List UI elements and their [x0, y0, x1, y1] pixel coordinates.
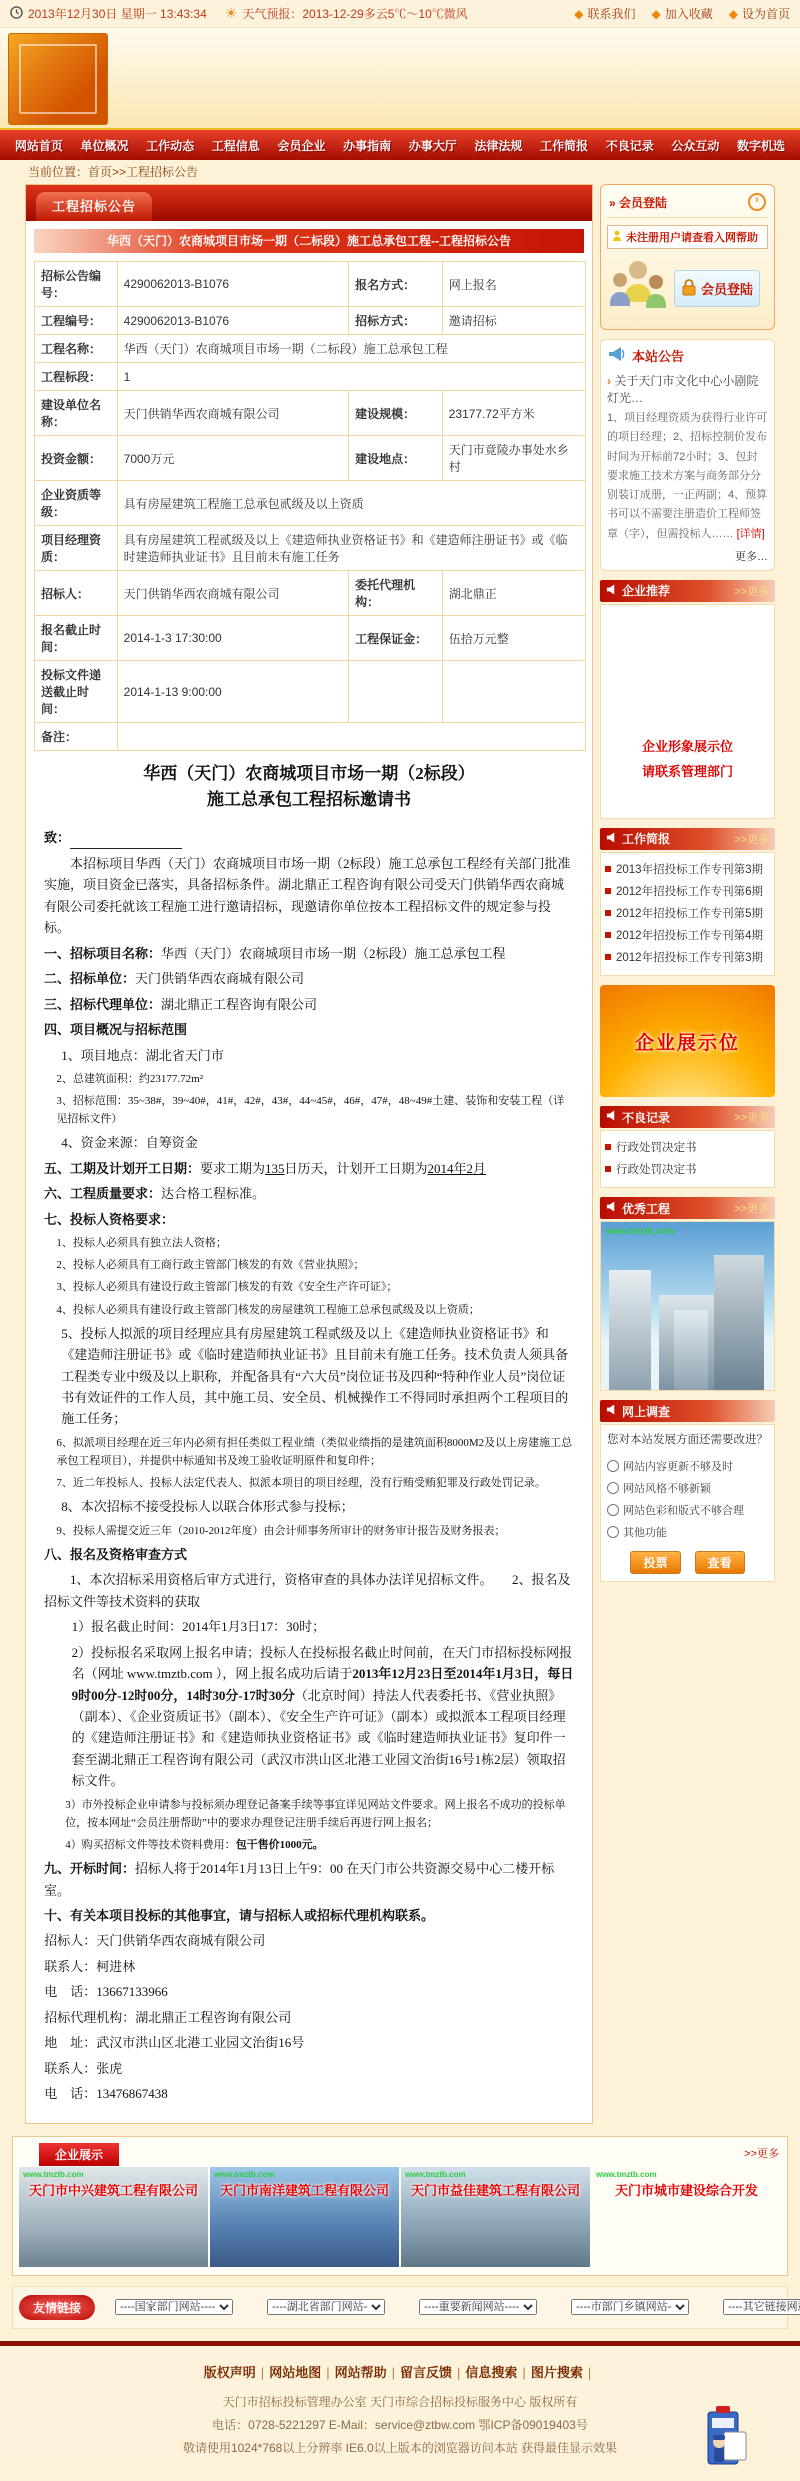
friend-links-selects — [115, 2299, 800, 2315]
person-icon — [612, 230, 622, 245]
nav-item[interactable]: 办事指南 — [343, 138, 392, 153]
doc-line: 施工总承包工程招标邀请书 — [207, 789, 411, 809]
info-table-row — [35, 571, 586, 616]
nav-item[interactable]: 工程信息 — [211, 138, 260, 153]
invitation-document — [26, 755, 592, 2123]
info-value: 网上报名 — [442, 262, 585, 307]
friend-links-dropdown[interactable] — [115, 2299, 233, 2315]
topbar-link-icon: ◆ — [574, 6, 584, 21]
top-utility-bar — [0, 0, 800, 28]
info-label: 招标人： — [35, 571, 118, 616]
survey-title: 网上调查 — [622, 1404, 671, 1419]
doc-line: 七、投标人资格要求： — [44, 1211, 175, 1227]
browser-note-line: 敬请使用1024*768以上分辨率 IE6.0以上版本的浏览器访问本站 获得最佳显示效果 — [182, 2441, 618, 2456]
police-mascot-icon[interactable] — [694, 2404, 752, 2479]
bad-records-title: 不良记录 — [622, 1110, 671, 1125]
separator: | — [326, 2364, 330, 2380]
footer-links — [0, 2362, 800, 2381]
doc-line: 二、招标单位：天门供销华西农商城有限公司 — [44, 971, 305, 987]
doc-line: 十、有关本项目投标的其他事宜，请与招标人或招标代理机构联系。 — [44, 1908, 435, 1923]
friend-links-dropdown[interactable] — [419, 2299, 537, 2315]
footer-link[interactable]: 网站地图 — [269, 2364, 322, 2380]
showcase-banners — [19, 2167, 781, 2267]
info-table-row — [35, 363, 586, 391]
info-label: 备注： — [35, 723, 118, 751]
topbar-link-icon: ◆ — [728, 6, 738, 21]
doc-line: 电 话：13667133966 — [44, 1984, 168, 2000]
briefs-title: 工作简报 — [622, 832, 671, 847]
info-table-row — [35, 436, 586, 481]
info-label: 招标方式： — [349, 307, 443, 335]
doc-line: 2）投标报名采取网上报名申请；投标人在投标报名截止时间前，在天门市招标投标网报名（网址 www.tmztb.com ），网上报名成功后请于2013年12月23日至2014年1月3日，每日9时00分-12时00分，14时30分-17时30分（北京时间）持法人代表委托书、《营业执照》（副本）、《企业资质证书》（副本）、《安全生产许可证》（副本）或拟派本工程项目经理的《建造师注册证书》和《建造师执业资格证书》或《临时建造师执业证书》复印件一套至湖北鼎正工程咨询有限公司（武汉市洪山区北港工业园文治街16号1栋2层）领取招标文件。 — [71, 1644, 574, 1789]
info-table-row — [35, 661, 586, 723]
doc-line: 4、资金来源：自筹资金 — [61, 1135, 198, 1151]
info-value: 邀请招标 — [442, 307, 585, 335]
enterprise-display-text: 企业展示位 — [634, 1032, 740, 1054]
friend-links-dropdown[interactable] — [267, 2299, 385, 2315]
info-value: 华西（天门）农商城项目市场一期（二标段）施工总承包工程 — [117, 335, 585, 363]
site-notice-title: 本站公告 — [632, 349, 685, 364]
survey-radio[interactable] — [607, 1504, 619, 1516]
contact-line: 电话：0728-5221297 E-Mail：service@ztbw.com 鄂ICP备09019403号 — [212, 2417, 588, 2432]
info-value: 7000万元 — [117, 436, 348, 481]
page-footer — [0, 2346, 800, 2481]
sun-icon: ☀ — [224, 5, 238, 21]
doc-line: 电 话：13476867438 — [44, 2086, 168, 2102]
lock-icon — [681, 278, 697, 299]
info-label: 项目经理资质： — [35, 526, 118, 571]
info-table-row — [35, 335, 586, 363]
site-notice-panel — [600, 339, 775, 571]
speaker-icon — [606, 584, 617, 598]
survey-radio[interactable] — [607, 1526, 619, 1538]
speaker-icon — [606, 1110, 617, 1124]
company-name: 天门市中兴建筑工程有限公司 — [28, 2182, 198, 2198]
nav-item[interactable]: 公众互动 — [671, 138, 720, 153]
square-bullet-icon — [605, 888, 611, 894]
nav-item[interactable]: 单位概况 — [80, 138, 129, 153]
excellent-title: 优秀工程 — [622, 1201, 671, 1216]
building-shape — [609, 1270, 651, 1390]
company-name: 天门市益佳建筑工程有限公司 — [410, 2182, 580, 2198]
notice-more-link[interactable]: 更多… — [735, 550, 768, 563]
doc-line: 联系人：张虎 — [44, 2060, 123, 2076]
survey-option[interactable]: 网站色彩和版式不够合理 — [607, 1499, 768, 1521]
panel-header-strip — [26, 185, 592, 221]
notice-detail-link[interactable]: [详情] — [736, 527, 765, 540]
copyright-line: 天门市招标投标管理办公室 天门市综合招标投标服务中心 版权所有 — [222, 2394, 578, 2409]
survey-section — [600, 1400, 775, 1581]
briefs-list — [600, 852, 775, 976]
doc-line: 一、招标项目名称：华西（天门）农商城项目市场一期（2标段）施工总承包工程 — [44, 945, 506, 961]
bad-records-more-link[interactable]: >>更多 — [734, 1112, 769, 1125]
doc-line: 1）报名截止时间：2014年1月3日17：30时； — [71, 1619, 326, 1635]
site-banner — [0, 28, 800, 128]
info-table-row — [35, 723, 586, 751]
doc-line: 3、投标人必须具有建设行政主管部门核发的有效《安全生产许可证》； — [56, 1281, 398, 1294]
square-bullet-icon — [605, 932, 611, 938]
briefs-more-link[interactable]: >>更多 — [734, 833, 769, 846]
register-help-button[interactable]: 未注册用户请查看入网帮助 — [607, 225, 768, 249]
info-label: 工程编号： — [35, 307, 118, 335]
topbar-link-icon: ◆ — [651, 6, 661, 21]
excellent-projects-section — [600, 1197, 775, 1391]
banner-watermark: www.tmztb.com — [596, 2169, 657, 2179]
doc-line: 地 址：武汉市洪山区北港工业园文治街16号 — [44, 2035, 305, 2051]
info-value: 4290062013-B1076 — [117, 307, 348, 335]
info-value: 4290062013-B1076 — [117, 262, 348, 307]
friend-links-bar — [12, 2286, 788, 2329]
doc-line: 招标人：天门供销华西农商城有限公司 — [44, 1933, 266, 1949]
doc-line: 8、本次招标不接受投标人以联合体形式参与投标； — [61, 1499, 354, 1515]
main-nav — [0, 128, 800, 160]
weather — [225, 5, 468, 22]
doc-line: 八、报名及资格审查方式 — [44, 1546, 188, 1562]
survey-question: 您对本站发展方面还需要改进？ — [607, 1434, 768, 1447]
megaphone-icon — [607, 346, 627, 365]
survey-option[interactable]: 网站风格不够新颖 — [607, 1477, 768, 1499]
footer-link[interactable]: 留言反馈 — [400, 2364, 453, 2380]
doc-line: 2、投标人必须具有工商行政主管部门核发的有效《营业执照》； — [56, 1259, 365, 1272]
footer-link[interactable]: 图片搜索 — [530, 2364, 583, 2380]
square-bullet-icon — [605, 1144, 611, 1150]
showcase-tab[interactable]: 企业展示 — [39, 2143, 119, 2166]
current-date: 2013年12月30日 星期一 13:43:34 — [28, 7, 207, 21]
promo-more-link[interactable]: >>更多 — [734, 585, 769, 598]
member-login-title: » 会员登陆 — [609, 195, 668, 210]
promo-line1: 企业形象展示位 — [641, 738, 733, 754]
photo-watermark: www.tmztb.com — [606, 1226, 675, 1237]
footer-link[interactable]: 信息搜索 — [465, 2364, 518, 2380]
bad-record-item[interactable]: 行政处罚决定书 — [605, 1137, 770, 1159]
info-table-row — [35, 391, 586, 436]
member-login-button[interactable]: 会员登陆 — [674, 270, 760, 307]
view-results-button[interactable]: 查看 — [695, 1551, 745, 1574]
breadcrumb: 当前位置：首页>>工程招标公告 — [28, 165, 199, 179]
doc-line: 3）市外投标企业申请参与投标须办理登记备案手续等事宜详见网站文件要求。网上报名不成功的投标单位，按本网址“会员注册帮助”中的要求办理登记注册手续后再进行网上报名； — [65, 1798, 566, 1829]
doc-line: 五、工期及计划开工日期：要求工期为135日历天，计划开工日期为2014年2月 — [44, 1160, 487, 1176]
separator: | — [587, 2364, 592, 2380]
sidebar — [600, 184, 775, 1582]
info-value: 伍拾万元整 — [442, 616, 585, 661]
promo-placeholder[interactable] — [600, 604, 775, 819]
doc-line: 1、投标人必须具有独立法人资格； — [56, 1237, 227, 1250]
info-label: 投资金额： — [35, 436, 118, 481]
info-label — [349, 661, 443, 723]
notice-body: 1、项目经理资质为获得行业许可的项目经理；2、招标控制价发布时间为开标前72小时；3、包封要求施工技术方案与商务部分分别装订成册，一正两副；4、预算书可以不需要注册造价工程师签章（字），但需投标人…… [详情] — [607, 412, 768, 540]
speaker-icon — [606, 1404, 617, 1418]
doc-line: 招标代理机构：湖北鼎正工程咨询有限公司 — [44, 2009, 292, 2025]
info-label: 工程名称： — [35, 335, 118, 363]
nav-item[interactable]: 工作简报 — [540, 138, 589, 153]
info-label: 建设地点： — [349, 436, 443, 481]
briefs-item[interactable]: 2012年招投标工作专刊第6期 — [605, 881, 770, 903]
banner-watermark: www.tmztb.com — [23, 2169, 84, 2179]
site-logo — [8, 33, 108, 125]
info-label: 报名截止时间： — [35, 616, 118, 661]
topbar-link[interactable]: ◆ 加入收藏 — [651, 6, 713, 21]
briefs-section — [600, 828, 775, 976]
datetime — [10, 5, 207, 22]
promo-title: 企业推荐 — [622, 584, 671, 599]
info-label: 建设单位名称： — [35, 391, 118, 436]
promo-line2: 请联系管理部门 — [641, 763, 733, 779]
info-label: 委托代理机构： — [349, 571, 443, 616]
nav-item[interactable]: 工作动态 — [146, 138, 195, 153]
nav-item[interactable]: 不良记录 — [605, 138, 654, 153]
speaker-icon — [606, 832, 617, 846]
nav-item[interactable]: 办事大厅 — [408, 138, 457, 153]
info-label: 建设规模： — [349, 391, 443, 436]
notice-headline-link[interactable]: › 关于天门市文化中心小剧院灯光… — [607, 374, 759, 405]
tab-announcement[interactable]: 工程招标公告 — [36, 192, 152, 221]
company-banner[interactable] — [401, 2167, 590, 2267]
doc-line: 1、本次招标采用资格后审方式进行，资格审查的具体办法详见招标文件。 2、报名及招标文件等技术资料的获取 — [44, 1572, 571, 1609]
announcement-title-banner: 华西（天门）农商城项目市场一期（二标段）施工总承包工程--工程招标公告 — [34, 229, 584, 253]
doc-line: 3、招标范围：35~38#，39~40#，41#，42#，43#，44~45#，46#，47#，48~49#土建、装饰和安装工程（详见招标文件） — [56, 1095, 565, 1126]
doc-line: 7、近二年投标人、投标人法定代表人、拟派本项目的项目经理，没有行贿受贿犯罪及行政处罚记录。 — [56, 1477, 546, 1490]
excellent-more-link[interactable]: >>更多 — [734, 1203, 769, 1216]
survey-options — [607, 1455, 768, 1543]
info-label: 企业资质等级： — [35, 481, 118, 526]
showcase-more-link[interactable]: >>更多 — [744, 2147, 779, 2160]
survey-radio[interactable] — [607, 1460, 619, 1472]
company-banner[interactable] — [592, 2167, 781, 2267]
doc-line: 六、工程质量要求：达合格工程标准。 — [44, 1186, 266, 1202]
doc-line: 九、开标时间：招标人将于2014年1月13日上午9：00 在天门市公共资源交易中心二楼开标室。 — [44, 1861, 555, 1898]
company-name: 天门市南洋建筑工程有限公司 — [219, 2182, 389, 2198]
info-value: 2014-1-3 17:30:00 — [117, 616, 348, 661]
doc-line: 2、总建筑面积：约23177.72m² — [56, 1072, 203, 1085]
enterprise-display-banner[interactable] — [600, 985, 775, 1097]
info-table-row — [35, 262, 586, 307]
friend-links-dropdown[interactable] — [723, 2299, 800, 2315]
doc-line: 联系人：柯进林 — [44, 1958, 136, 1974]
separator: | — [260, 2364, 265, 2380]
weather-text: 天气预报：2013-12-29多云5℃～10℃微风 — [242, 7, 468, 21]
member-login-panel — [600, 184, 775, 330]
square-bullet-icon — [605, 910, 611, 916]
doc-line: 本招标项目华西（天门）农商城项目市场一期（2标段）施工总承包工程经有关部门批准实施，项目资金已落实，具备招标条件。湖北鼎正工程咨询有限公司受天门供销华西农商城有限公司委托就该工程施工进行邀请招标，现邀请你单位按本工程招标文件的规定参与投标。 — [44, 856, 571, 936]
footer-link[interactable]: 网站帮助 — [334, 2364, 387, 2380]
info-label: 投标文件递送截止时间： — [35, 661, 118, 723]
doc-line: 1、项目地点：湖北省天门市 — [61, 1047, 224, 1063]
content-area — [0, 184, 800, 2124]
clock-icon — [10, 6, 23, 22]
doc-line: 致： — [30, 825, 588, 851]
company-banner[interactable] — [210, 2167, 399, 2267]
nav-item[interactable]: 会员企业 — [277, 138, 326, 153]
info-value: 天门供销华西农商城有限公司 — [117, 391, 348, 436]
chevron-right-circle-icon[interactable]: › — [748, 193, 766, 211]
survey-option[interactable]: 网站内容更新不够及时 — [607, 1455, 768, 1477]
info-label: 招标公告编号： — [35, 262, 118, 307]
info-value: 2014-1-13 9:00:00 — [117, 661, 348, 723]
doc-line: 6、拟派项目经理在近三年内必须有担任类似工程业绩（类似业绩指的是建筑面积8000M2及以上房建施工总承包工程项目），并提供中标通知书及竣工验收证明原件和复印件； — [56, 1436, 573, 1468]
briefs-item[interactable]: 2013年招投标工作专刊第3期 — [605, 859, 770, 881]
friend-links-label: 友情链接 — [19, 2295, 95, 2320]
info-label: 报名方式： — [349, 262, 443, 307]
main-panel — [25, 184, 593, 2124]
building-shape — [674, 1310, 708, 1390]
friend-links-dropdown[interactable] — [571, 2299, 689, 2315]
info-value: 湖北鼎正 — [442, 571, 585, 616]
company-name: 天门市城市建设综合开发 — [614, 2182, 758, 2198]
info-value — [117, 723, 585, 751]
doc-line: 四、项目概况与招标范围 — [44, 1022, 188, 1038]
doc-line: 4、投标人必须具有建设行政主管部门核发的房屋建筑工程施工总承包贰级及以上资质； — [56, 1303, 480, 1316]
speaker-icon — [606, 1201, 617, 1215]
info-value: 1 — [117, 363, 585, 391]
topbar-link[interactable]: ◆ 设为首页 — [728, 6, 790, 21]
square-bullet-icon — [605, 954, 611, 960]
bad-records-section — [600, 1106, 775, 1188]
doc-line: 三、招标代理单位：湖北鼎正工程咨询有限公司 — [44, 996, 318, 1012]
arrow-bullet-icon: › — [607, 374, 611, 388]
separator: | — [457, 2364, 461, 2380]
info-label: 工程保证金： — [349, 616, 443, 661]
info-value: 天门供销华西农商城有限公司 — [117, 571, 348, 616]
bad-record-item[interactable]: 行政处罚决定书 — [605, 1159, 770, 1181]
info-value: 天门市竟陵办事处水乡村 — [442, 436, 585, 481]
briefs-item[interactable]: 2012年招投标工作专刊第3期 — [605, 947, 770, 969]
doc-line: 华西（天门）农商城项目市场一期（2标段） — [143, 764, 475, 783]
banner-watermark: www.tmztb.com — [405, 2169, 466, 2179]
square-bullet-icon — [605, 866, 611, 872]
building-shape — [714, 1255, 764, 1390]
square-bullet-icon — [605, 1166, 611, 1172]
survey-option[interactable]: 其他功能 — [607, 1521, 768, 1543]
doc-line: 5、投标人拟派的项目经理应具有房屋建筑工程贰级及以上《建造师执业资格证书》和《建造师注册证书》或《临时建造师执业证书》且目前未有施工任务。技术负责人须具备工程类专业中级及以上职称，并配备具有“六大员”岗位证书及四种“特种作业人员”岗位证书有效证件的工作人员，其中施工员、安全员、机械操作工不得同时承担两个工程项目的施工任务； — [61, 1325, 569, 1427]
nav-item[interactable]: 法律法规 — [474, 138, 523, 153]
info-table-row — [35, 307, 586, 335]
doc-line: 4）购买招标文件等技术资料费用：包干售价1000元。 — [65, 1838, 324, 1851]
survey-panel — [600, 1424, 775, 1581]
info-label: 工程标段： — [35, 363, 118, 391]
doc-line: 9、投标人需提交近三年（2010-2012年度）由会计师事务所审计的财务审计报告及财务报表； — [56, 1524, 506, 1537]
info-value: 具有房屋建筑工程施工总承包贰级及以上资质 — [117, 481, 585, 526]
footer-link[interactable]: 版权声明 — [203, 2364, 256, 2380]
excellent-project-photo[interactable] — [600, 1221, 775, 1391]
enterprise-showcase-section — [12, 2136, 788, 2276]
info-table-row — [35, 616, 586, 661]
separator: | — [391, 2364, 395, 2380]
topbar-links — [574, 5, 790, 22]
info-value: 23177.72平方米 — [442, 391, 585, 436]
survey-radio[interactable] — [607, 1482, 619, 1494]
info-table-row — [35, 481, 586, 526]
topbar-link[interactable]: ◆ 联系我们 — [574, 6, 636, 21]
promo-section — [600, 580, 775, 819]
info-value — [442, 661, 585, 723]
info-value: 具有房屋建筑工程贰级及以上《建造师执业资格证书》和《建造师注册证书》或《临时建造师执业证书》且目前未有施工任务 — [117, 526, 585, 571]
nav-item[interactable]: 网站首页 — [14, 138, 63, 153]
briefs-item[interactable]: 2012年招投标工作专刊第4期 — [605, 925, 770, 947]
members-illustration — [607, 258, 669, 319]
briefs-item[interactable]: 2012年招投标工作专刊第5期 — [605, 903, 770, 925]
info-table-row — [35, 526, 586, 571]
vote-button[interactable]: 投票 — [630, 1551, 680, 1574]
separator: | — [522, 2364, 526, 2380]
bid-info-table — [34, 261, 586, 751]
bad-records-list — [600, 1130, 775, 1188]
company-banner[interactable] — [19, 2167, 208, 2267]
banner-watermark: www.tmztb.com — [214, 2169, 275, 2179]
nav-item[interactable]: 数字机选 — [737, 138, 786, 153]
